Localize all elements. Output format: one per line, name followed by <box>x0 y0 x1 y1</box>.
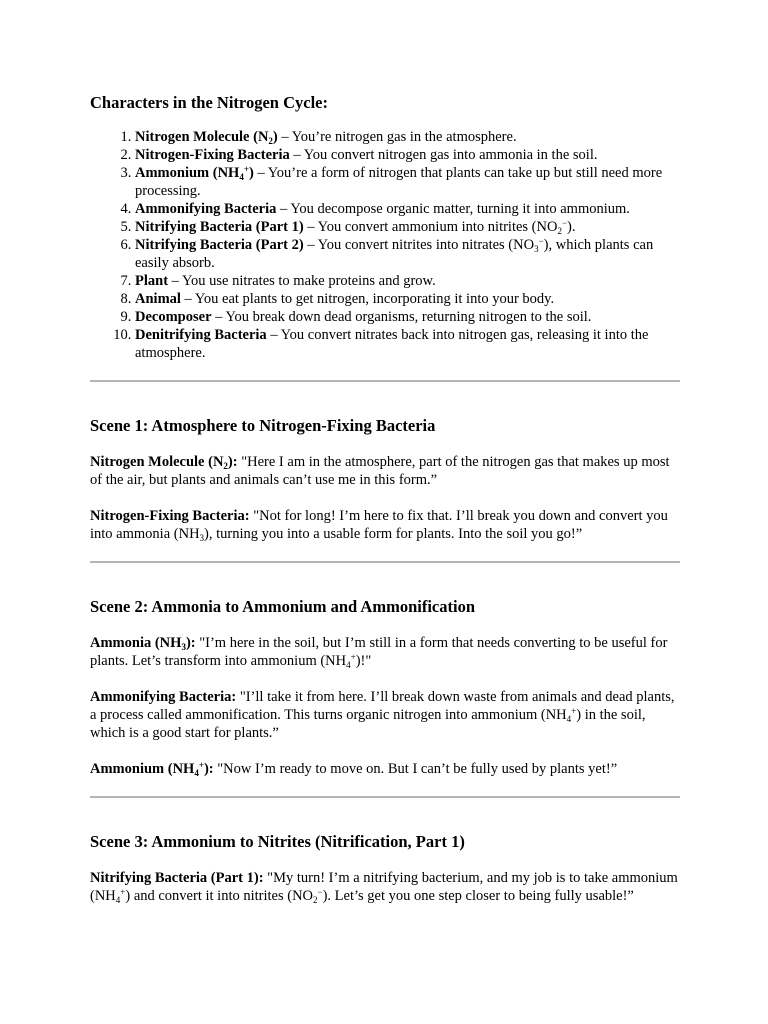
list-item: 6. Nitrifying Bacteria (Part 2) – You convert nitrites into nitrates $(NO_3^-)$, which plants can easily absorb. <box>135 236 680 272</box>
scene3-line-nitrifying-bacteria: Nitrifying Bacteria (Part 1): "My turn! I’m a nitrifying bacterium, and my job is to take ammonium $(NH_4^+)$ and convert it into nitrites $(NO_2^-)$. Let’s get you one step closer to being fully usable!” <box>90 870 678 905</box>
list-item: 9. Decomposer – You break down dead organisms, returning nitrogen to the soil. <box>135 308 680 326</box>
scene2-title: Scene 2: Ammonia to Ammonium and Ammonification <box>90 597 476 616</box>
scene1-title: Scene 1: Atmosphere to Nitrogen-Fixing Bacteria <box>90 416 436 435</box>
list-item: 7. Plant – You use nitrates to make proteins and grow. <box>135 272 680 290</box>
speaker-label: Ammonium $(NH_4^+)$: <box>90 760 214 778</box>
characters-list <box>90 128 680 362</box>
list-item: 3. Ammonium $(NH_4^+)$ – You’re a form of nitrogen that plants can take up but still need more processing. <box>135 164 680 200</box>
section-divider <box>90 380 680 382</box>
speaker-label: Nitrifying Bacteria (Part 1): <box>90 870 264 886</box>
section-divider <box>90 796 680 798</box>
characters-heading: Characters in the Nitrogen Cycle: <box>90 93 328 112</box>
speaker-label: Nitrogen Molecule $(N_2)$: <box>90 454 238 471</box>
speaker-label: Ammonifying Bacteria: <box>90 689 237 705</box>
speaker-label: Ammonia $(NH_3)$: <box>90 635 196 652</box>
scene2-line-ammonium: Ammonium $(NH_4^+)$: "Now I’m ready to move on. But I can’t be fully used by plants yet!” <box>90 760 618 778</box>
list-item: 2. Nitrogen-Fixing Bacteria – You convert nitrogen gas into ammonia in the soil. <box>135 146 680 164</box>
scene1-line-nitrogen-molecule: Nitrogen Molecule $(N_2)$: "Here I am in the atmosphere, part of the nitrogen gas that makes up most of the air, but plants and animals can’t use me in this form.” <box>90 454 670 488</box>
speaker-label: Nitrogen-Fixing Bacteria: <box>90 508 250 524</box>
list-item: 5. Nitrifying Bacteria (Part 1) – You convert ammonium into nitrites $(NO_2^-)$. <box>135 218 680 236</box>
scene2-line-ammonia: Ammonia $(NH_3)$: "I’m here in the soil, but I’m still in a form that needs converting to be useful for plants. Let’s transform into ammonium $(NH_4^+)$!" <box>90 635 668 670</box>
list-item: 1. Nitrogen Molecule $(N_2)$ – You’re nitrogen gas in the atmosphere. <box>135 128 680 146</box>
list-item: 10. Denitrifying Bacteria – You convert nitrates back into nitrogen gas, releasing it into the atmosphere. <box>135 326 680 362</box>
scene3-title: Scene 3: Ammonium to Nitrites (Nitrification, Part 1) <box>90 832 465 851</box>
list-item: 8. Animal – You eat plants to get nitrogen, incorporating it into your body. <box>135 290 680 308</box>
scene2-line-ammonifying-bacteria: Ammonifying Bacteria: "I’ll take it from here. I’ll break down waste from animals and dead plants, a process called ammonification. This turns organic nitrogen into ammonium $(NH_4^+)$ in the soil, which is a good start for plants.” <box>90 689 675 741</box>
section-divider <box>90 561 680 563</box>
scene1-line-nitrogen-fixing-bacteria: Nitrogen-Fixing Bacteria: "Not for long! I’m here to fix that. I’ll break you down and convert you into ammonia $(NH_3)$, turning you into a usable form for plants. Into the soil you go!” <box>90 508 668 543</box>
document-page <box>90 93 680 923</box>
list-item: 4. Ammonifying Bacteria – You decompose organic matter, turning it into ammonium. <box>135 200 680 218</box>
